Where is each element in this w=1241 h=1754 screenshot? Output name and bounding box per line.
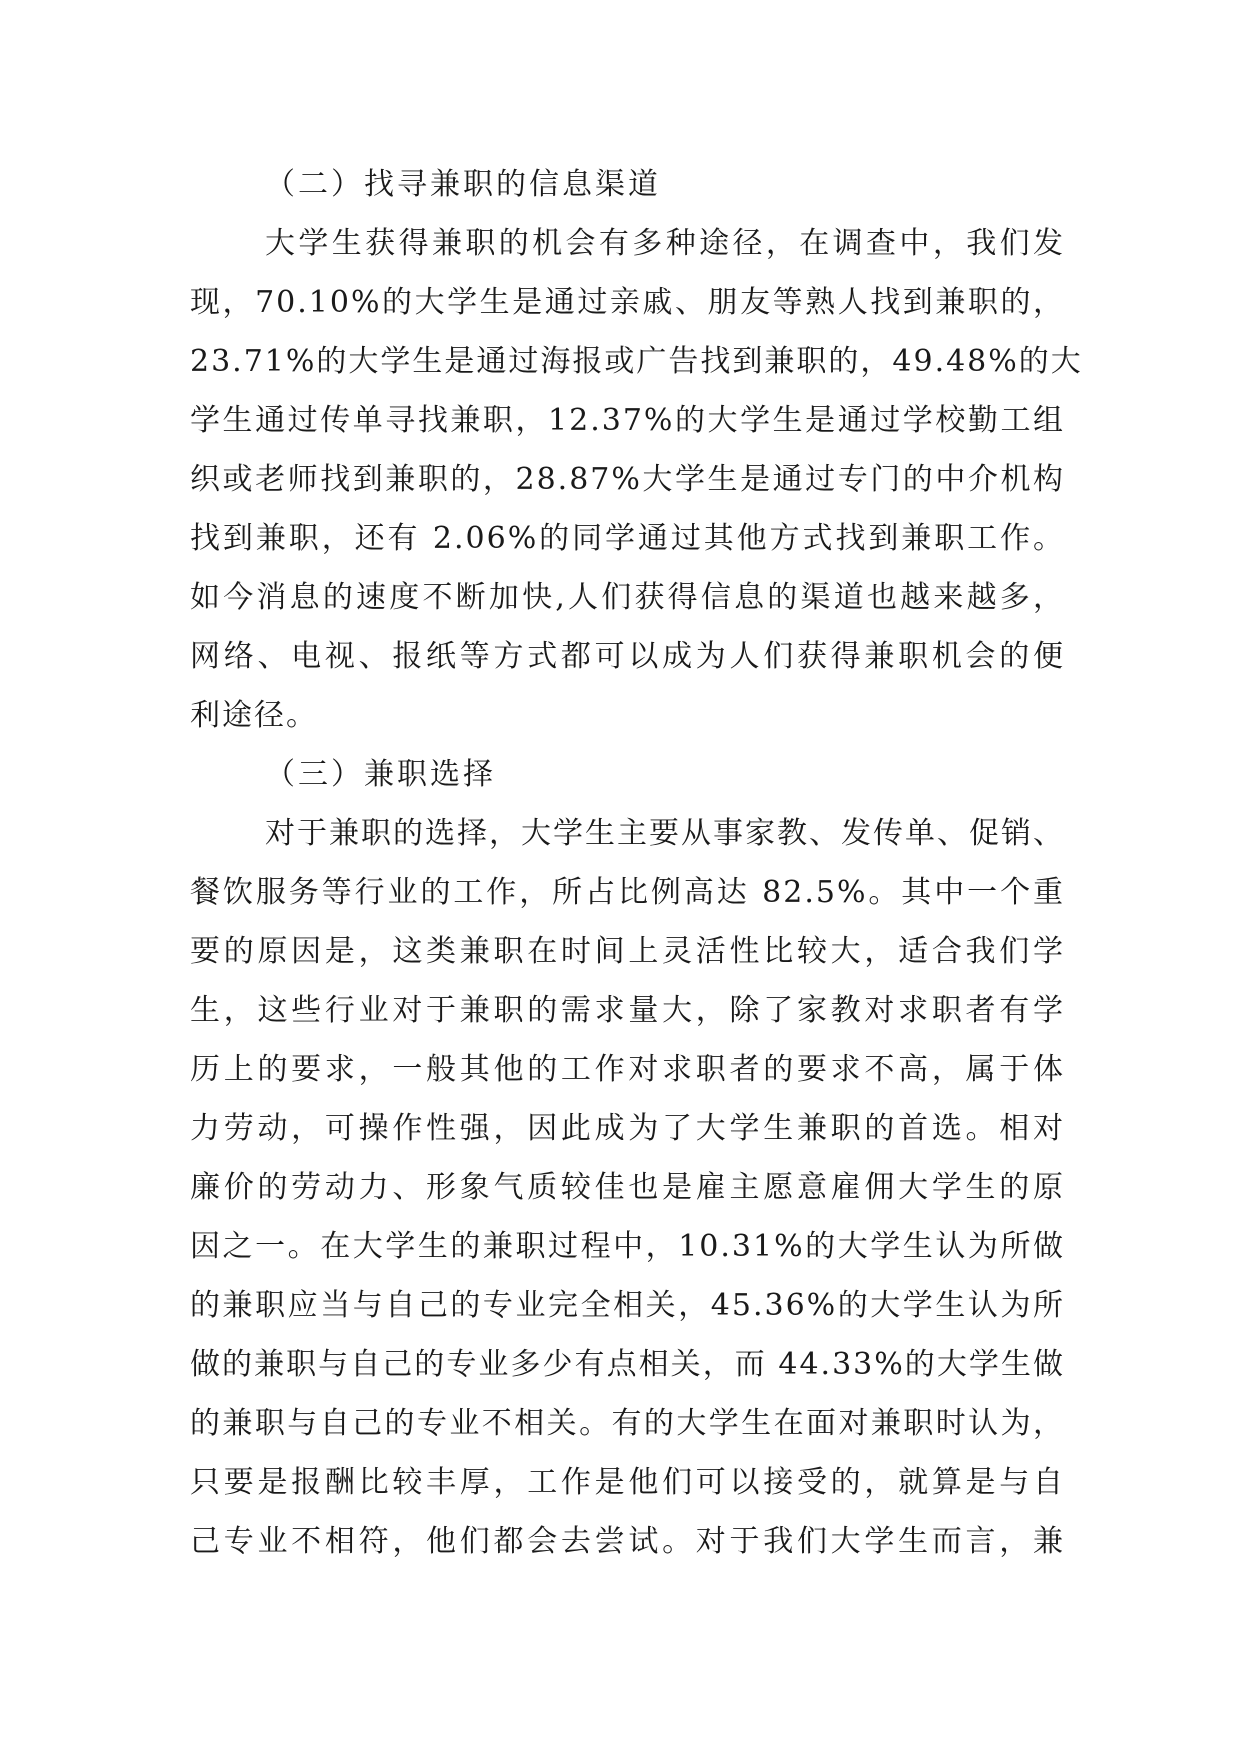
paragraph-line: 己专业不相符，他们都会去尝试。对于我们大学生而言，兼 [190,1524,1065,1559]
paragraph-line: 网络、电视、报纸等方式都可以成为人们获得兼职机会的便 [190,639,1065,674]
paragraph-line: 的兼职与自己的专业不相关。有的大学生在面对兼职时认为， [190,1406,1065,1441]
paragraph-line: 如今消息的速度不断加快,人们获得信息的渠道也越来越多， [190,580,1065,615]
paragraph-line: 只要是报酬比较丰厚，工作是他们可以接受的，就算是与自 [190,1465,1065,1500]
section-heading-job-choice: （三）兼职选择 [265,757,496,792]
paragraph-line: 大学生获得兼职的机会有多种途径，在调查中，我们发 [265,226,1065,261]
paragraph-line: 现，70.10%的大学生是通过亲戚、朋友等熟人找到兼职的， [190,285,1065,320]
paragraph-line: 织或老师找到兼职的，28.87%大学生是通过专门的中介机构 [190,462,1065,497]
paragraph-line: 力劳动，可操作性强，因此成为了大学生兼职的首选。相对 [190,1111,1065,1146]
section-heading-info-channels: （二）找寻兼职的信息渠道 [265,167,661,202]
paragraph-line: 学生通过传单寻找兼职，12.37%的大学生是通过学校勤工组 [190,403,1065,438]
paragraph-line: 要的原因是，这类兼职在时间上灵活性比较大，适合我们学 [190,934,1065,969]
paragraph-line: 做的兼职与自己的专业多少有点相关，而 44.33%的大学生做 [190,1347,1065,1382]
paragraph-line: 对于兼职的选择，大学生主要从事家教、发传单、促销、 [265,816,1065,851]
paragraph-line: 生，这些行业对于兼职的需求量大，除了家教对求职者有学 [190,993,1065,1028]
paragraph-line: 因之一。在大学生的兼职过程中，10.31%的大学生认为所做 [190,1229,1065,1264]
paragraph-line: 找到兼职，还有 2.06%的同学通过其他方式找到兼职工作。 [190,521,1065,556]
paragraph-line: 历上的要求，一般其他的工作对求职者的要求不高，属于体 [190,1052,1065,1087]
paragraph-line: 餐饮服务等行业的工作，所占比例高达 82.5%。其中一个重 [190,875,1065,910]
paragraph-line: 23.71%的大学生是通过海报或广告找到兼职的，49.48%的大 [190,344,1083,379]
paragraph-line: 利途径。 [190,698,318,733]
paragraph-line: 廉价的劳动力、形象气质较佳也是雇主愿意雇佣大学生的原 [190,1170,1065,1205]
paragraph-line: 的兼职应当与自己的专业完全相关，45.36%的大学生认为所 [190,1288,1065,1323]
